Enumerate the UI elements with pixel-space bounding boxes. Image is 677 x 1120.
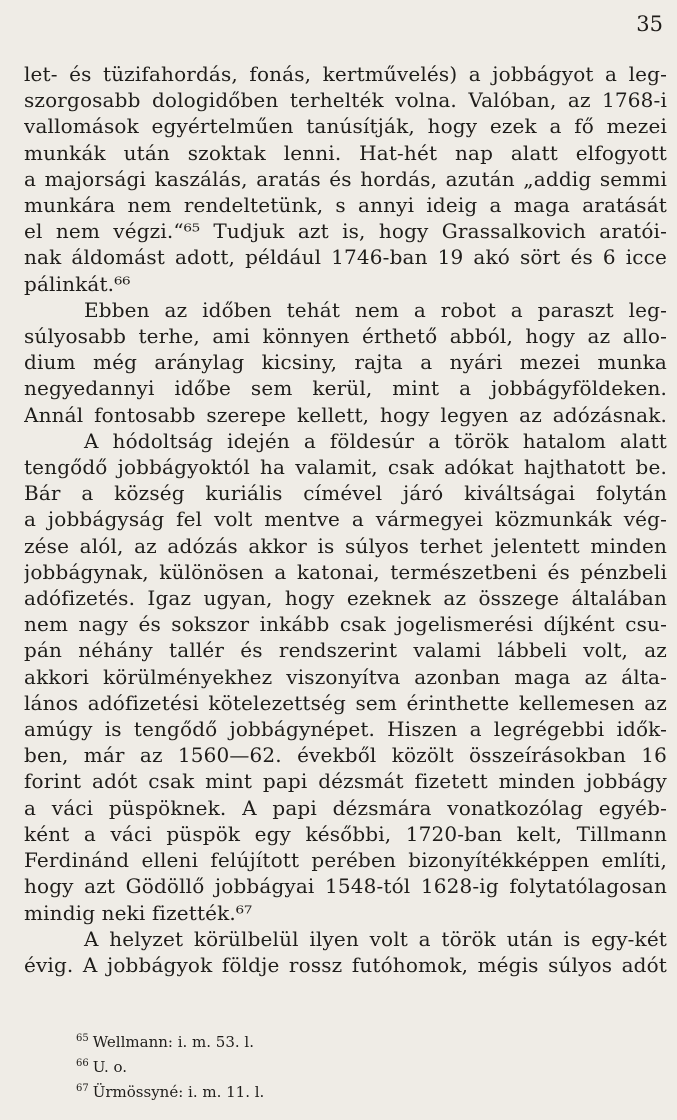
text-line: pán néhány tallér és rendszerint valami lábbeli volt, az bbox=[24, 638, 667, 663]
text-line: akkori körülményekhez viszonyítva azonban maga az álta- bbox=[24, 664, 667, 689]
text-line: munkák után szoktak lenni. Hat-hét nap alatt elfogyott bbox=[24, 140, 667, 165]
text-line: a váci püspöknek. A papi dézsmára vonatkozólag egyéb- bbox=[24, 795, 667, 820]
footnote-number: 66 bbox=[76, 1058, 89, 1069]
text-line: jobbágynak, különösen a katonai, természetbeni és pénzbeli bbox=[24, 559, 667, 584]
text-line: ben, már az 1560—62. évekből közölt összeírásokban 16 bbox=[24, 743, 667, 768]
footnote-text: Ürmössyné: i. m. 11. l. bbox=[92, 1083, 265, 1101]
text-line: a jobbágyság fel volt mentve a vármegyei közmunkák vég- bbox=[24, 507, 667, 532]
text-line: nem nagy és sokszor inkább csak jogelismerési díjként csu- bbox=[24, 612, 667, 637]
footnote-text: U. o. bbox=[92, 1058, 128, 1076]
text-line: évig. A jobbágyok földje rossz futóhomok, mégis súlyos adót bbox=[24, 952, 667, 977]
body-text bbox=[24, 61, 667, 978]
text-line: Bár a község kuriális címével járó kiváltságai folytán bbox=[24, 481, 667, 506]
text-line: vallomások egyértelműen tanúsítják, hogy ezek a fő mezei bbox=[24, 114, 667, 139]
text-line: dium még aránylag kicsiny, rajta a nyári mezei munka bbox=[24, 350, 667, 375]
text-line: el nem végzi.“⁶⁵ Tudjuk azt is, hogy Grassalkovich aratói- bbox=[24, 219, 667, 244]
text-line: munkára nem rendeltetünk, s annyi ideig a maga aratását bbox=[24, 193, 667, 218]
text-line: adófizetés. Igaz ugyan, hogy ezeknek az összege általában bbox=[24, 586, 667, 611]
paragraph bbox=[24, 926, 667, 978]
text-line: A hódoltság idején a földesúr a török hatalom alatt bbox=[84, 428, 667, 453]
paragraph bbox=[24, 297, 667, 428]
text-line: negyedannyi időbe sem kerül, mint a jobbágyföldeken. bbox=[24, 376, 667, 401]
text-line: ként a váci püspök egy későbbi, 1720-ban kelt, Tillmann bbox=[24, 821, 667, 846]
text-line: mindig neki fizették.⁶⁷ bbox=[24, 900, 253, 925]
text-line: szorgosabb dologidőben terhelték volna. Valóban, az 1768-i bbox=[24, 88, 667, 113]
text-line: Ebben az időben tehát nem a robot a paraszt leg- bbox=[84, 297, 667, 322]
page-number: 35 bbox=[636, 12, 663, 36]
text-line: Annál fontosabb szerepe kellett, hogy legyen az adózásnak. bbox=[24, 402, 667, 427]
footnote-number: 65 bbox=[76, 1033, 89, 1044]
text-line: let- és tüzifahordás, fonás, kertművelés) a jobbágyot a leg- bbox=[24, 62, 667, 86]
text-line: tengődő jobbágyoktól ha valamit, csak adókat hajthatott be. bbox=[24, 455, 667, 480]
text-line: súlyosabb terhe, ami könnyen érthető abból, hogy az allo- bbox=[24, 324, 667, 349]
text-line: zése alól, az adózás akkor is súlyos terhet jelentett minden bbox=[24, 533, 667, 558]
footnote-number: 67 bbox=[76, 1083, 89, 1094]
footnote bbox=[76, 1030, 264, 1055]
text-line: A helyzet körülbelül ilyen volt a török után is egy-két bbox=[84, 926, 667, 951]
text-line: pálinkát.⁶⁶ bbox=[24, 271, 131, 296]
footnote-text: Wellmann: i. m. 53. l. bbox=[92, 1033, 254, 1051]
text-line: hogy azt Gödöllő jobbágyai 1548-tól 1628-ig folytatólagosan bbox=[24, 874, 667, 899]
text-line: Ferdinánd elleni felújított perében bizonyítékképpen említi, bbox=[24, 848, 667, 873]
paragraph bbox=[24, 61, 667, 297]
text-line: a majorsági kaszálás, aratás és hordás, azután „addig semmi bbox=[24, 166, 667, 191]
footnotes bbox=[76, 1030, 264, 1105]
text-line: nak áldomást adott, például 1746-ban 19 akó sört és 6 icce bbox=[24, 245, 667, 270]
footnote bbox=[76, 1080, 264, 1105]
text-line: forint adót csak mint papi dézsmát fizetett minden jobbágy bbox=[24, 769, 667, 794]
footnote bbox=[76, 1055, 264, 1080]
text-line: amúgy is tengődő jobbágynépet. Hiszen a legrégebbi idők- bbox=[24, 717, 667, 742]
text-line: lános adófizetési kötelezettség sem érinthette kellemesen az bbox=[24, 690, 667, 715]
paragraph bbox=[24, 428, 667, 926]
